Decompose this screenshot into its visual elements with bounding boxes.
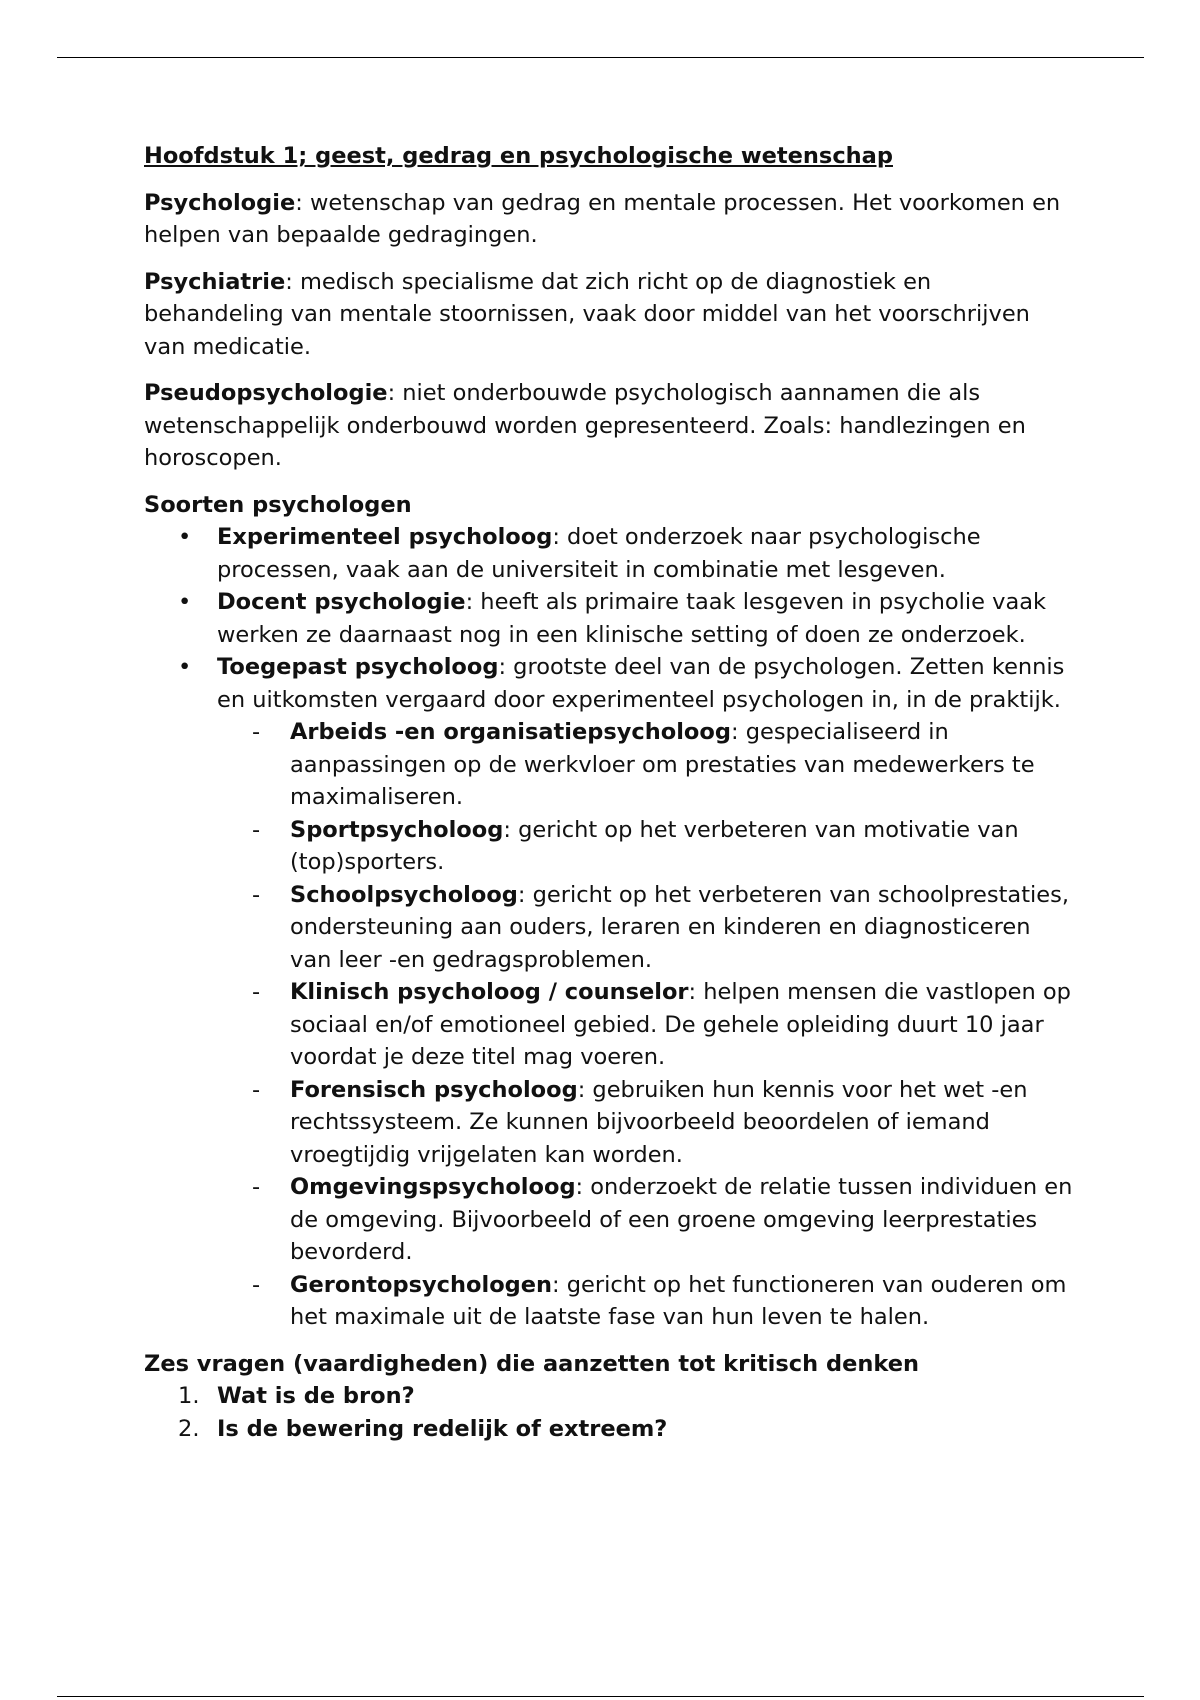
- dash-marker: -: [252, 1271, 261, 1298]
- list-item: [144, 521, 1074, 586]
- definition-text: : medisch specialisme dat zich richt op de diagnostiek en behandeling van mentale stoornissen, vaak door middel van het voorschrijven van medicatie.: [144, 268, 1030, 360]
- chapter-title: Hoofdstuk 1; geest, gedrag en psychologische wetenschap: [144, 143, 893, 169]
- item-text: : onderzoekt de relatie tussen individuen en de omgeving. Bijvoorbeeld of een groene omgeving leerprestaties bevorderd.: [290, 1174, 1073, 1265]
- item-term: Klinisch psycholoog / counselor: [290, 979, 689, 1005]
- sub-list-item: [144, 1269, 1074, 1334]
- item-text: : gericht op het verbeteren van motivatie van (top)sporters.: [290, 816, 1019, 875]
- number-marker: 2.: [178, 1415, 200, 1442]
- bullet-marker: •: [178, 654, 192, 680]
- item-term: Toegepast psycholoog: [217, 654, 499, 680]
- item-text: : gericht op het verbeteren van schoolprestaties, ondersteuning aan ouders, leraren en kinderen en diagnosticeren van leer -en gedragsproblemen.: [290, 881, 1070, 973]
- dash-marker: -: [252, 1076, 261, 1103]
- item-text: : doet onderzoek naar psychologische processen, vaak aan de universiteit in combinatie met lesgeven.: [217, 524, 981, 583]
- dash-marker: -: [252, 816, 261, 843]
- definition-term: Pseudopsychologie: [144, 380, 388, 406]
- item-text: Is de bewering redelijk of extreem?: [217, 1415, 668, 1442]
- definition-pseudopsychologie: [144, 377, 1074, 475]
- sub-list-item: [144, 1171, 1074, 1269]
- bullet-marker: •: [178, 524, 192, 550]
- section-heading-soorten: Soorten psychologen: [144, 491, 412, 518]
- psychologist-types-list: [144, 521, 1074, 716]
- sub-list-item: [144, 879, 1074, 977]
- definition-text: : wetenschap van gedrag en mentale processen. Het voorkomen en helpen van bepaalde gedragingen.: [144, 189, 1061, 248]
- item-term: Sportpsycholoog: [290, 816, 504, 843]
- item-term: Experimenteel psycholoog: [217, 524, 553, 550]
- number-marker: 1.: [178, 1383, 200, 1409]
- definition-term: Psychiatrie: [144, 268, 286, 295]
- item-text: : helpen mensen die vastlopen op sociaal en/of emotioneel gebied. De gehele opleiding duurt 10 jaar voordat je deze titel mag voeren.: [290, 979, 1071, 1070]
- sub-list-item: [144, 716, 1074, 814]
- item-text: : gebruiken hun kennis voor het wet -en rechtssysteem. Ze kunnen bijvoorbeeld beoordelen of iemand vroegtijdig vrijgelaten kan worden.: [290, 1076, 1028, 1168]
- item-term: Forensisch psycholoog: [290, 1076, 578, 1103]
- definition-text: : niet onderbouwde psychologisch aannamen die als wetenschappelijk onderbouwd worden gepresenteerd. Zoals: handlezingen en horoscopen.: [144, 380, 1026, 471]
- item-text: : grootste deel van de psychologen. Zetten kennis en uitkomsten vergaard door experimenteel psychologen in, in de praktijk.: [217, 654, 1065, 713]
- critical-questions-list: [144, 1380, 1074, 1445]
- item-text: Wat is de bron?: [217, 1383, 415, 1409]
- dash-marker: -: [252, 881, 261, 908]
- item-term: Gerontopsychologen: [290, 1271, 553, 1298]
- item-term: Schoolpsycholoog: [290, 881, 518, 908]
- bullet-marker: •: [178, 589, 192, 615]
- document-body: [144, 140, 1074, 1445]
- item-term: Omgevingspsycholoog: [290, 1174, 576, 1200]
- sub-list-item: [144, 814, 1074, 879]
- item-text: : gespecialiseerd in aanpassingen op de werkvloer om prestaties van medewerkers te maximaliseren.: [290, 719, 1035, 810]
- list-item: [144, 1380, 1074, 1413]
- item-text: : heeft als primaire taak lesgeven in psycholie vaak werken ze daarnaast nog in een klinische setting of doen ze onderzoek.: [217, 589, 1047, 648]
- applied-subtypes-list: [144, 716, 1074, 1334]
- header-rule: [57, 57, 1144, 58]
- definition-psychiatrie: [144, 266, 1074, 364]
- definition-psychologie: [144, 187, 1074, 252]
- list-item: [144, 651, 1074, 716]
- dash-marker: -: [252, 1174, 261, 1200]
- footer-rule: [57, 1696, 1144, 1697]
- item-text: : gericht op het functioneren van ouderen om het maximale uit de laatste fase van hun leven te halen.: [290, 1271, 1067, 1330]
- list-item: [144, 586, 1074, 651]
- item-term: Docent psychologie: [217, 589, 466, 615]
- dash-marker: -: [252, 979, 261, 1005]
- section-heading-kritisch-denken: Zes vragen (vaardigheden) die aanzetten tot kritisch denken: [144, 1350, 919, 1377]
- item-term: Arbeids -en organisatiepsycholoog: [290, 719, 731, 745]
- sub-list-item: [144, 976, 1074, 1074]
- list-item: [144, 1413, 1074, 1446]
- definition-term: Psychologie: [144, 189, 296, 216]
- sub-list-item: [144, 1074, 1074, 1172]
- dash-marker: -: [252, 719, 261, 745]
